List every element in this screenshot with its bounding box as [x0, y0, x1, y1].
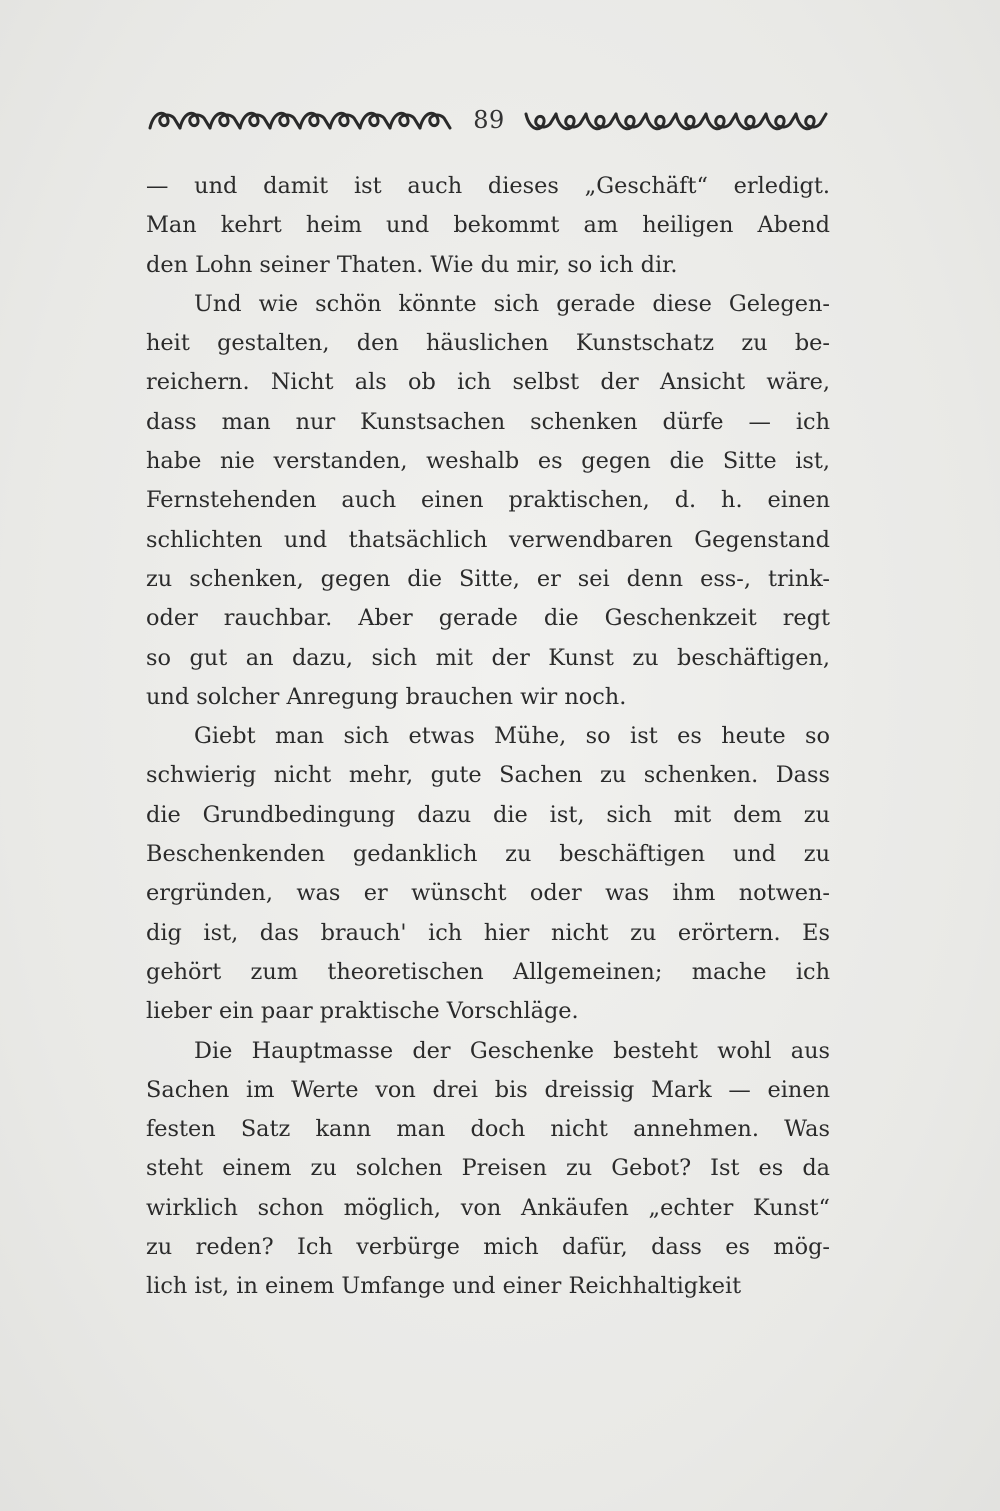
text-line: habe nie verstanden, weshalb es gegen die Sitte ist,	[146, 448, 830, 475]
text-line: reichern. Nicht als ob ich selbst der Ansicht wäre,	[146, 369, 830, 396]
running-header	[146, 100, 832, 140]
text-line: lich ist, in einem Umfange und einer Reichhaltigkeit	[146, 1273, 742, 1300]
text-line: — und damit ist auch dieses „Geschäft“ erledigt.	[146, 173, 830, 199]
text-line: steht einem zu solchen Preisen zu Gebot? Ist es da	[146, 1155, 830, 1182]
text-line: schlichten und thatsächlich verwendbaren Gegenstand	[146, 526, 830, 553]
paragraph	[146, 167, 830, 285]
paragraph	[146, 285, 830, 717]
text-line: Giebt man sich etwas Mühe, so ist es heute so	[194, 723, 830, 750]
paragraph	[146, 717, 830, 1031]
text-line: die Grundbedingung dazu die ist, sich mit dem zu	[146, 801, 830, 828]
text-line: Sachen im Werte von drei bis dreissig Mark — einen	[146, 1076, 830, 1103]
text-line: den Lohn seiner Thaten. Wie du mir, so ich dir.	[146, 251, 678, 278]
text-line: so gut an dazu, sich mit der Kunst zu beschäftigen,	[146, 644, 830, 671]
text-line: oder rauchbar. Aber gerade die Geschenkzeit regt	[146, 605, 830, 632]
text-line: Die Hauptmasse der Geschenke besteht wohl aus	[194, 1037, 830, 1064]
wave-ornament-icon	[146, 102, 456, 138]
text-line: dig ist, das brauch' ich hier nicht zu erörtern. Es	[146, 919, 830, 946]
text-line: Und wie schön könnte sich gerade diese Gelegen-	[194, 290, 830, 317]
text-line: Fernstehenden auch einen praktischen, d. h. einen	[146, 487, 830, 514]
paragraph	[146, 1032, 830, 1307]
text-line: wirklich schon möglich, von Ankäufen „echter Kunst“	[146, 1194, 830, 1221]
text-line: dass man nur Kunstsachen schenken dürfe — ich	[146, 408, 830, 435]
text-line: zu schenken, gegen die Sitte, er sei denn ess-, trink-	[146, 565, 830, 592]
text-line: Man kehrt heim und bekommt am heiligen Abend	[146, 212, 830, 239]
text-line: gehört zum theoretischen Allgemeinen; mache ich	[146, 958, 830, 985]
text-line: festen Satz kann man doch nicht annehmen. Was	[146, 1116, 830, 1143]
text-line: ergründen, was er wünscht oder was ihm notwen-	[146, 880, 830, 907]
wave-ornament-icon	[522, 102, 832, 138]
text-line: zu reden? Ich verbürge mich dafür, dass es mög-	[146, 1234, 830, 1261]
page-number: 89	[473, 106, 505, 134]
text-line: lieber ein paar praktische Vorschläge.	[146, 998, 579, 1025]
text-line: heit gestalten, den häuslichen Kunstschatz zu be-	[146, 330, 830, 357]
text-line: schwierig nicht mehr, gute Sachen zu schenken. Dass	[146, 762, 830, 789]
text-line: Beschenkenden gedanklich zu beschäftigen und zu	[146, 841, 830, 868]
body-text	[146, 167, 830, 1307]
text-line: und solcher Anregung brauchen wir noch.	[146, 683, 627, 710]
